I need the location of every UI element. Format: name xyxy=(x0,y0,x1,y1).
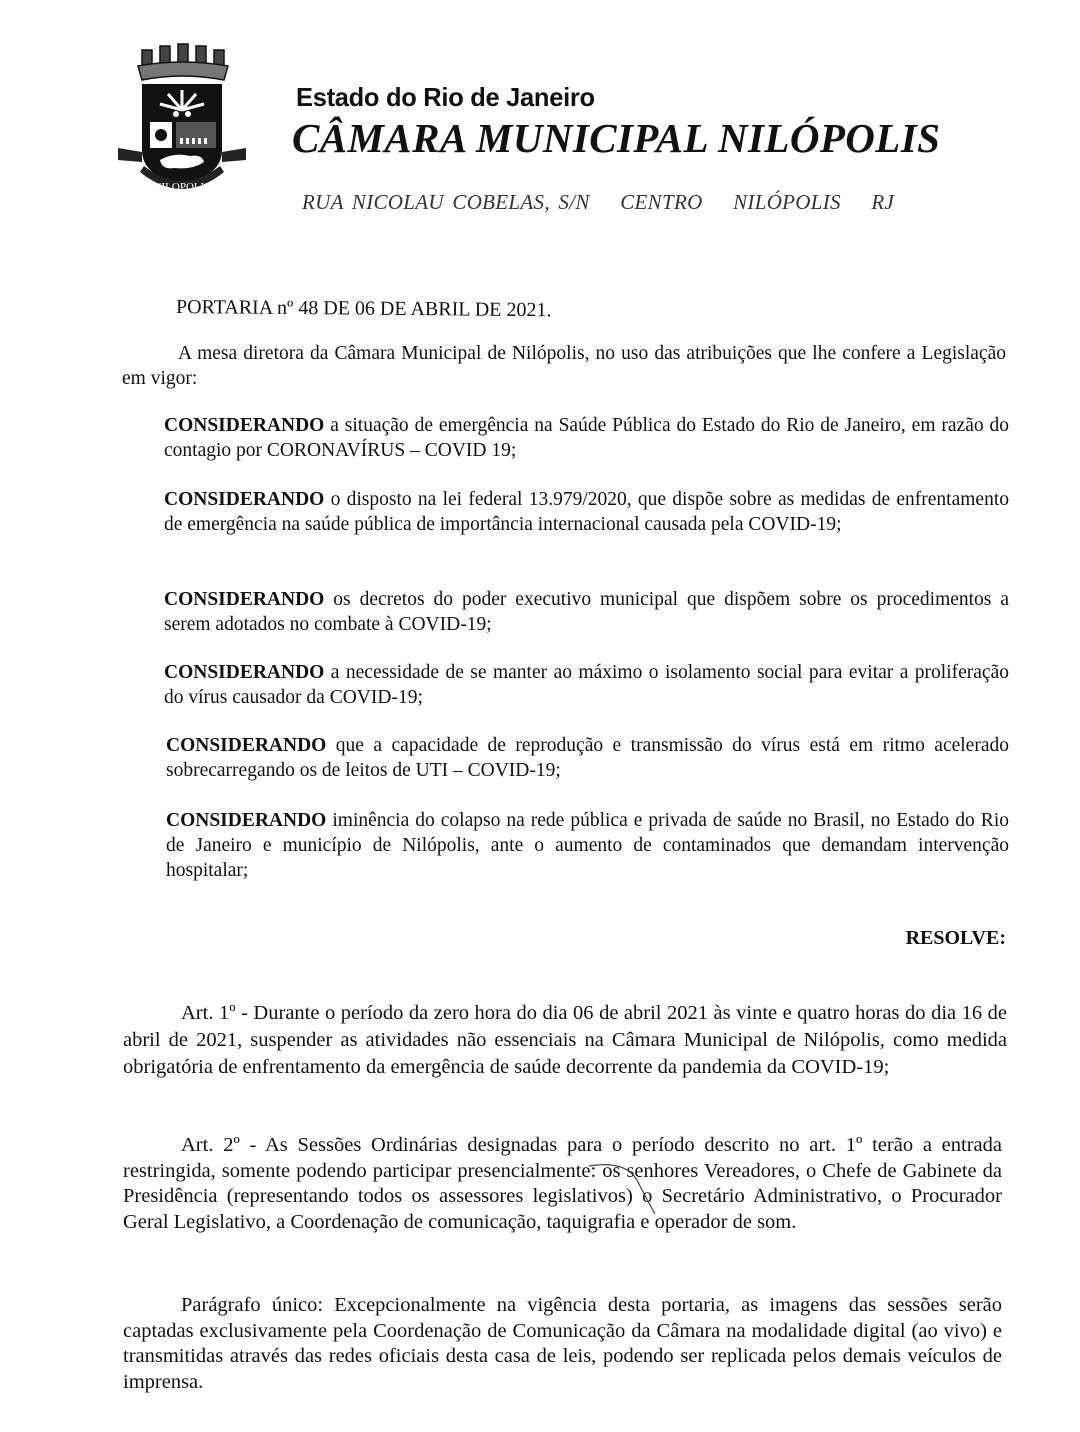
considerando-paragraph xyxy=(164,413,1009,463)
article-1: Art. 1º - Durante o período da zero hora do dia 06 de abril 2021 às vinte e quatro horas do dia 16 de abril de 2021, suspender as atividades não essenciais na Câmara Municipal de Nilópolis, como medida obrigatória de enfrentamento da emergência de saúde decorrente da pandemia da COVID-19; xyxy=(123,1002,1007,1078)
considerando-lead: CONSIDERANDO xyxy=(164,589,325,610)
considerando-lead: CONSIDERANDO xyxy=(166,735,327,756)
coat-of-arms-icon xyxy=(112,38,252,198)
address-state: RJ xyxy=(871,190,895,214)
considerando-paragraph xyxy=(166,808,1009,883)
considerando-text: o disposto na lei federal 13.979/2020, que dispõe sobre as medidas de enfrentamento de emergência na saúde pública de importância internacional causada pela COVID-19; xyxy=(164,489,1009,535)
considerando-lead: CONSIDERANDO xyxy=(166,810,327,831)
header-address xyxy=(302,190,916,215)
address-city: NILÓPOLIS xyxy=(733,190,841,214)
intro-paragraph: A mesa diretora da Câmara Municipal de Nilópolis, no uso das atribuições que lhe confere a Legislação em vigor: xyxy=(122,343,1006,389)
considerando-paragraph xyxy=(164,660,1009,710)
considerando-lead: CONSIDERANDO xyxy=(164,415,325,436)
considerando-text: a necessidade de se manter ao máximo o isolamento social para evitar a proliferação do vírus causador da COVID-19; xyxy=(164,662,1009,708)
considerando-text: iminência do colapso na rede pública e privada de saúde no Brasil, no Estado do Rio de Janeiro e município de Nilópolis, ante o aumento de contaminados que demandam intervenção hospitalar; xyxy=(166,810,1009,881)
address-district: CENTRO xyxy=(620,190,703,214)
document-title: PORTARIA nº 48 DE 06 DE ABRIL DE 2021. xyxy=(175,296,552,322)
considerando-paragraph xyxy=(166,733,1009,783)
header-organization: CÂMARA MUNICIPAL NILÓPOLIS xyxy=(292,115,941,161)
considerando-paragraph xyxy=(164,587,1009,637)
considerando-lead: CONSIDERANDO xyxy=(164,662,325,683)
header-state: Estado do Rio de Janeiro xyxy=(296,82,595,112)
considerando-paragraph xyxy=(164,487,1009,537)
considerando-lead: CONSIDERANDO xyxy=(164,489,325,510)
article-2: Art. 2º - As Sessões Ordinárias designadas para o período descrito no art. 1º terão a entrada restringida, somente podendo participar presencialmente: os senhores Vereadores, o Chefe de Gabinete da Presidência (representando todos os assessores legislativos) o Secretário Administrativo, o Procurador Geral Legislativo, a Coordenação de comunicação, taquigrafia e operador de som. xyxy=(123,1134,1002,1233)
resolve-heading: RESOLVE: xyxy=(905,927,1006,949)
crest-label: NILOPOLIS xyxy=(153,181,211,193)
paragrafo-unico: Parágrafo único: Excepcionalmente na vigência desta portaria, as imagens das sessões serão captadas exclusivamente pela Coordenação de Comunicação da Câmara na modalidade digital (ao vivo) e transmitidas através das redes oficiais desta casa de leis, podendo ser replicada pelos demais veículos de imprensa. xyxy=(123,1294,1002,1393)
considerando-text: os decretos do poder executivo municipal que dispõem sobre os procedimentos a serem adotados no combate à COVID-19; xyxy=(164,589,1009,635)
address-street: RUA NICOLAU COBELAS, S/N xyxy=(302,190,590,214)
considerando-text: a situação de emergência na Saúde Pública do Estado do Rio de Janeiro, em razão do contagio por CORONAVÍRUS – COVID 19; xyxy=(164,415,1009,461)
considerando-text: que a capacidade de reprodução e transmissão do vírus está em ritmo acelerado sobrecarregando os de leitos de UTI – COVID-19; xyxy=(166,735,1009,781)
